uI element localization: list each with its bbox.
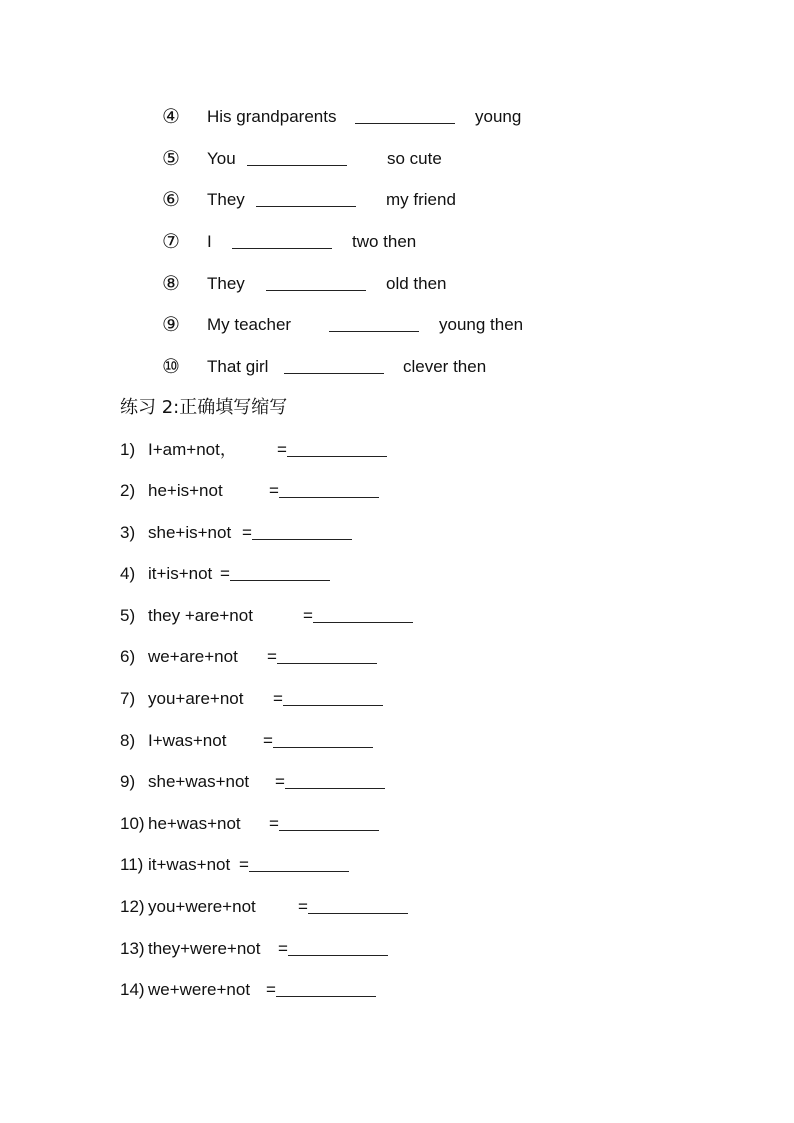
exercise2-item [120,520,420,546]
item-number: 4) [120,564,136,583]
item-equals: = [267,647,277,666]
item-expression: you+were+not [148,897,256,916]
item-rest: old then [386,274,447,293]
item-subject: They [207,190,245,209]
answer-blank[interactable] [308,913,408,914]
item-subject: They [207,274,245,293]
item-equals: = [239,855,249,874]
item-number: ⑦ [162,231,180,253]
exercise1-item [162,229,562,255]
item-rest: so cute [387,149,442,168]
item-rest: my friend [386,190,456,209]
item-subject: His grandparents [207,107,337,126]
item-rest: clever then [403,357,487,376]
answer-blank[interactable] [247,165,347,166]
item-number: 8) [120,731,136,750]
answer-blank[interactable] [277,663,377,664]
item-number: ④ [162,106,180,128]
exercise2-item [120,686,420,712]
exercise2-item [120,437,420,463]
exercise2-item [120,811,420,837]
item-expression: it+was+not [148,855,231,874]
answer-blank[interactable] [273,747,373,748]
item-equals: = [303,606,313,625]
answer-blank[interactable] [276,996,376,997]
item-number: ⑥ [162,189,180,211]
item-expression: she+was+not [148,772,250,791]
item-equals: = [273,689,283,708]
item-number: 5) [120,606,136,625]
item-number: 2) [120,481,136,500]
answer-blank[interactable] [230,580,330,581]
item-number: 12) [120,897,145,916]
item-number: 11) [120,855,144,874]
item-equals: = [277,440,287,459]
item-equals: = [269,481,279,500]
exercise1-item [162,104,562,130]
item-number: 9) [120,772,136,791]
item-expression: she+is+not [148,523,232,542]
exercise2-item [120,478,420,504]
exercise2-item [120,561,420,587]
item-expression: it+is+not [148,564,213,583]
item-expression: he+was+not [148,814,241,833]
answer-blank[interactable] [285,788,385,789]
exercise2-item [120,644,420,670]
item-equals: = [266,980,276,999]
exercise2-item [120,977,420,1003]
answer-blank[interactable] [279,497,379,498]
item-number: 7) [120,689,136,708]
exercise2-item [120,894,420,920]
item-equals: = [220,564,230,583]
exercise2-heading: 练习 2:正确填写缩写 [120,397,288,418]
item-equals: = [263,731,273,750]
item-expression: I+am+not， [148,440,237,459]
item-number: ⑧ [162,273,180,295]
answer-blank[interactable] [232,248,332,249]
item-number: 13) [120,939,145,958]
answer-blank[interactable] [355,123,455,124]
item-expression: you+are+not [148,689,244,708]
item-number: 14) [120,980,145,999]
exercise1-item [162,312,562,338]
item-equals: = [242,523,252,542]
item-subject: My teacher [207,315,292,334]
item-number: 10) [120,814,145,833]
item-subject: I [207,232,212,251]
item-expression: they+were+not [148,939,261,958]
answer-blank[interactable] [252,539,352,540]
item-expression: they +are+not [148,606,253,625]
exercise1-item [162,354,562,380]
exercise2-item [120,852,420,878]
item-equals: = [275,772,285,791]
item-number: 1) [120,440,136,459]
item-subject: You [207,149,236,168]
item-number: ⑤ [162,148,180,170]
answer-blank[interactable] [329,331,419,332]
item-equals: = [298,897,308,916]
item-expression: I+was+not [148,731,227,750]
exercise2-item [120,603,420,629]
exercise2-item [120,936,420,962]
item-rest: young [475,107,522,126]
exercise2-item [120,728,420,754]
exercise1-item [162,146,562,172]
exercise2-item [120,769,420,795]
item-rest: two then [352,232,417,251]
exercise1-item [162,187,562,213]
item-rest: young then [439,315,524,334]
item-subject: That girl [207,357,269,376]
item-number: ⑨ [162,314,180,336]
item-expression: we+are+not [148,647,238,666]
item-number: ⑩ [162,356,180,378]
answer-blank[interactable] [288,955,388,956]
item-expression: he+is+not [148,481,223,500]
answer-blank[interactable] [279,830,379,831]
exercise1-item [162,271,562,297]
item-expression: we+were+not [148,980,251,999]
item-number: 3) [120,523,136,542]
answer-blank[interactable] [256,206,356,207]
answer-blank[interactable] [284,373,384,374]
item-equals: = [278,939,288,958]
answer-blank[interactable] [249,871,349,872]
item-equals: = [269,814,279,833]
item-number: 6) [120,647,136,666]
answer-blank[interactable] [283,705,383,706]
answer-blank[interactable] [313,622,413,623]
answer-blank[interactable] [287,456,387,457]
answer-blank[interactable] [266,290,366,291]
